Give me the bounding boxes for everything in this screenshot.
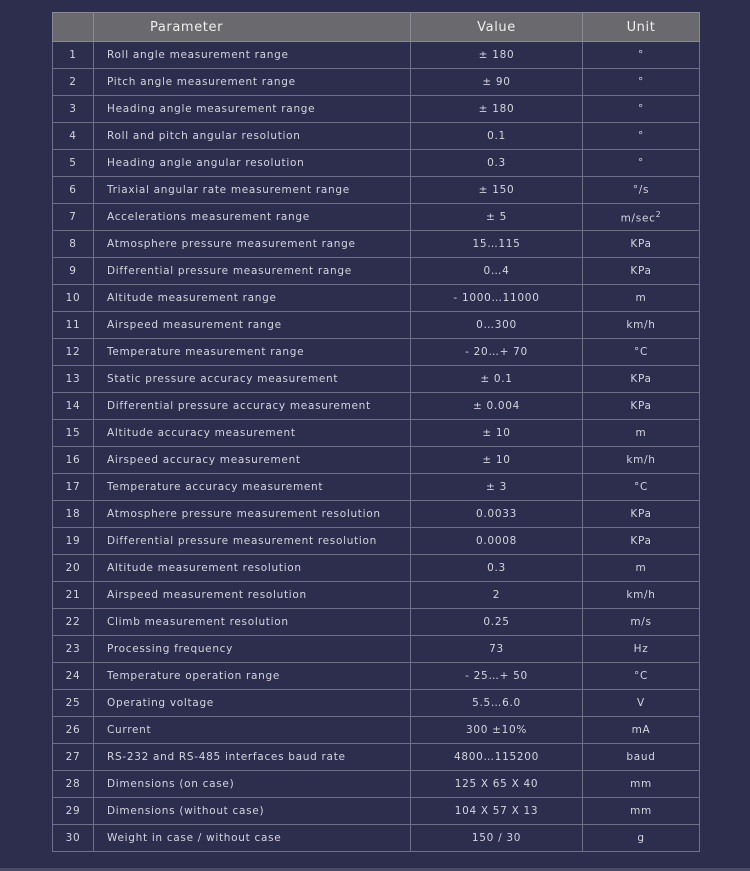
row-number: 10 xyxy=(53,285,94,312)
table-row xyxy=(53,42,700,69)
row-number: 15 xyxy=(53,420,94,447)
table-row xyxy=(53,123,700,150)
row-value: - 20…+ 70 xyxy=(411,339,583,366)
row-unit: KPa xyxy=(583,231,700,258)
row-parameter: Accelerations measurement range xyxy=(94,204,411,231)
row-unit: KPa xyxy=(583,528,700,555)
row-value: 0.0033 xyxy=(411,501,583,528)
row-value: ± 0.004 xyxy=(411,393,583,420)
row-unit xyxy=(583,204,700,231)
row-value: 4800…115200 xyxy=(411,744,583,771)
row-unit: km/h xyxy=(583,447,700,474)
row-unit: mm xyxy=(583,771,700,798)
row-parameter: Static pressure accuracy measurement xyxy=(94,366,411,393)
row-number: 25 xyxy=(53,690,94,717)
row-number: 26 xyxy=(53,717,94,744)
table-body xyxy=(53,42,700,852)
row-parameter: Triaxial angular rate measurement range xyxy=(94,177,411,204)
table-row xyxy=(53,744,700,771)
row-number: 8 xyxy=(53,231,94,258)
row-value: ± 150 xyxy=(411,177,583,204)
row-parameter: Heading angle angular resolution xyxy=(94,150,411,177)
table-row xyxy=(53,258,700,285)
row-number: 12 xyxy=(53,339,94,366)
row-parameter: Differential pressure measurement range xyxy=(94,258,411,285)
row-value: ± 180 xyxy=(411,96,583,123)
row-parameter: Atmosphere pressure measurement range xyxy=(94,231,411,258)
row-value: 150 / 30 xyxy=(411,825,583,852)
row-value: 125 X 65 X 40 xyxy=(411,771,583,798)
row-number: 17 xyxy=(53,474,94,501)
row-unit: g xyxy=(583,825,700,852)
row-value: - 1000…11000 xyxy=(411,285,583,312)
row-parameter: Atmosphere pressure measurement resolution xyxy=(94,501,411,528)
table-row xyxy=(53,528,700,555)
unit-base: m/sec xyxy=(620,212,656,225)
row-parameter: Airspeed measurement range xyxy=(94,312,411,339)
row-parameter: Pitch angle measurement range xyxy=(94,69,411,96)
row-unit: m/s xyxy=(583,609,700,636)
table-row xyxy=(53,96,700,123)
table-row xyxy=(53,690,700,717)
row-value: 104 X 57 X 13 xyxy=(411,798,583,825)
row-value: 0.25 xyxy=(411,609,583,636)
row-number: 2 xyxy=(53,69,94,96)
row-unit: mA xyxy=(583,717,700,744)
table-row xyxy=(53,798,700,825)
row-unit: ° xyxy=(583,69,700,96)
row-unit: KPa xyxy=(583,258,700,285)
row-unit: ° xyxy=(583,42,700,69)
table-row xyxy=(53,447,700,474)
row-value: 2 xyxy=(411,582,583,609)
table-row xyxy=(53,69,700,96)
row-unit: °C xyxy=(583,474,700,501)
row-parameter: Weight in case / without case xyxy=(94,825,411,852)
table-row xyxy=(53,285,700,312)
row-unit: m xyxy=(583,555,700,582)
row-unit: Hz xyxy=(583,636,700,663)
row-value: 5.5…6.0 xyxy=(411,690,583,717)
row-value: 0…300 xyxy=(411,312,583,339)
row-unit: °C xyxy=(583,663,700,690)
row-number: 1 xyxy=(53,42,94,69)
row-value: ± 0.1 xyxy=(411,366,583,393)
row-unit: m xyxy=(583,285,700,312)
row-parameter: Heading angle measurement range xyxy=(94,96,411,123)
row-parameter: Altitude measurement range xyxy=(94,285,411,312)
row-number: 3 xyxy=(53,96,94,123)
row-number: 4 xyxy=(53,123,94,150)
row-parameter: Airspeed measurement resolution xyxy=(94,582,411,609)
row-number: 19 xyxy=(53,528,94,555)
row-unit: KPa xyxy=(583,366,700,393)
row-value: 0.0008 xyxy=(411,528,583,555)
row-parameter: Dimensions (without case) xyxy=(94,798,411,825)
row-unit: KPa xyxy=(583,501,700,528)
row-value: ± 180 xyxy=(411,42,583,69)
row-unit: °C xyxy=(583,339,700,366)
row-unit: mm xyxy=(583,798,700,825)
row-parameter: Processing frequency xyxy=(94,636,411,663)
row-number: 14 xyxy=(53,393,94,420)
row-parameter: Differential pressure measurement resolution xyxy=(94,528,411,555)
row-number: 6 xyxy=(53,177,94,204)
table-row xyxy=(53,582,700,609)
row-parameter: Temperature operation range xyxy=(94,663,411,690)
row-value: 0.3 xyxy=(411,150,583,177)
row-value: 15…115 xyxy=(411,231,583,258)
table-row xyxy=(53,771,700,798)
row-parameter: Dimensions (on case) xyxy=(94,771,411,798)
table-row xyxy=(53,636,700,663)
row-number: 27 xyxy=(53,744,94,771)
row-value: ± 3 xyxy=(411,474,583,501)
row-number: 28 xyxy=(53,771,94,798)
row-parameter: Operating voltage xyxy=(94,690,411,717)
row-value: 0.1 xyxy=(411,123,583,150)
row-parameter: Temperature measurement range xyxy=(94,339,411,366)
row-unit: km/h xyxy=(583,582,700,609)
header-unit: Unit xyxy=(583,13,700,42)
row-unit: KPa xyxy=(583,393,700,420)
row-number: 23 xyxy=(53,636,94,663)
row-number: 20 xyxy=(53,555,94,582)
row-parameter: Altitude measurement resolution xyxy=(94,555,411,582)
table-row xyxy=(53,366,700,393)
table-row xyxy=(53,312,700,339)
row-number: 13 xyxy=(53,366,94,393)
row-number: 30 xyxy=(53,825,94,852)
table-row xyxy=(53,231,700,258)
row-parameter: Differential pressure accuracy measurement xyxy=(94,393,411,420)
table-row xyxy=(53,393,700,420)
header-parameter: Parameter xyxy=(94,13,411,42)
row-unit: km/h xyxy=(583,312,700,339)
row-value: 0…4 xyxy=(411,258,583,285)
row-value: ± 10 xyxy=(411,420,583,447)
table-row xyxy=(53,555,700,582)
table-row xyxy=(53,663,700,690)
table-header xyxy=(53,13,700,42)
row-number: 9 xyxy=(53,258,94,285)
table-row xyxy=(53,825,700,852)
row-value: ± 10 xyxy=(411,447,583,474)
table-row xyxy=(53,609,700,636)
row-value: 0.3 xyxy=(411,555,583,582)
row-parameter: Airspeed accuracy measurement xyxy=(94,447,411,474)
row-unit: ° xyxy=(583,123,700,150)
table-row xyxy=(53,204,700,231)
header-row xyxy=(53,13,700,42)
row-unit: baud xyxy=(583,744,700,771)
header-value: Value xyxy=(411,13,583,42)
row-number: 24 xyxy=(53,663,94,690)
row-value: - 25…+ 50 xyxy=(411,663,583,690)
row-parameter: Roll and pitch angular resolution xyxy=(94,123,411,150)
row-number: 22 xyxy=(53,609,94,636)
row-value: 73 xyxy=(411,636,583,663)
row-unit: m xyxy=(583,420,700,447)
specifications-table xyxy=(52,12,700,852)
row-parameter: Roll angle measurement range xyxy=(94,42,411,69)
row-number: 5 xyxy=(53,150,94,177)
row-unit: V xyxy=(583,690,700,717)
table-row xyxy=(53,150,700,177)
table-row xyxy=(53,717,700,744)
row-value: ± 5 xyxy=(411,204,583,231)
row-unit: ° xyxy=(583,96,700,123)
row-value: 300 ±10% xyxy=(411,717,583,744)
unit-superscript: 2 xyxy=(655,209,662,219)
row-unit: ° xyxy=(583,150,700,177)
table-row xyxy=(53,501,700,528)
table-row xyxy=(53,177,700,204)
header-number xyxy=(53,13,94,42)
table-row xyxy=(53,474,700,501)
row-number: 18 xyxy=(53,501,94,528)
row-number: 7 xyxy=(53,204,94,231)
row-number: 21 xyxy=(53,582,94,609)
row-parameter: Current xyxy=(94,717,411,744)
row-parameter: Altitude accuracy measurement xyxy=(94,420,411,447)
row-parameter: Climb measurement resolution xyxy=(94,609,411,636)
row-number: 29 xyxy=(53,798,94,825)
table-row xyxy=(53,420,700,447)
row-parameter: RS-232 and RS-485 interfaces baud rate xyxy=(94,744,411,771)
row-parameter: Temperature accuracy measurement xyxy=(94,474,411,501)
row-unit: °/s xyxy=(583,177,700,204)
row-value: ± 90 xyxy=(411,69,583,96)
table-row xyxy=(53,339,700,366)
row-number: 11 xyxy=(53,312,94,339)
row-number: 16 xyxy=(53,447,94,474)
